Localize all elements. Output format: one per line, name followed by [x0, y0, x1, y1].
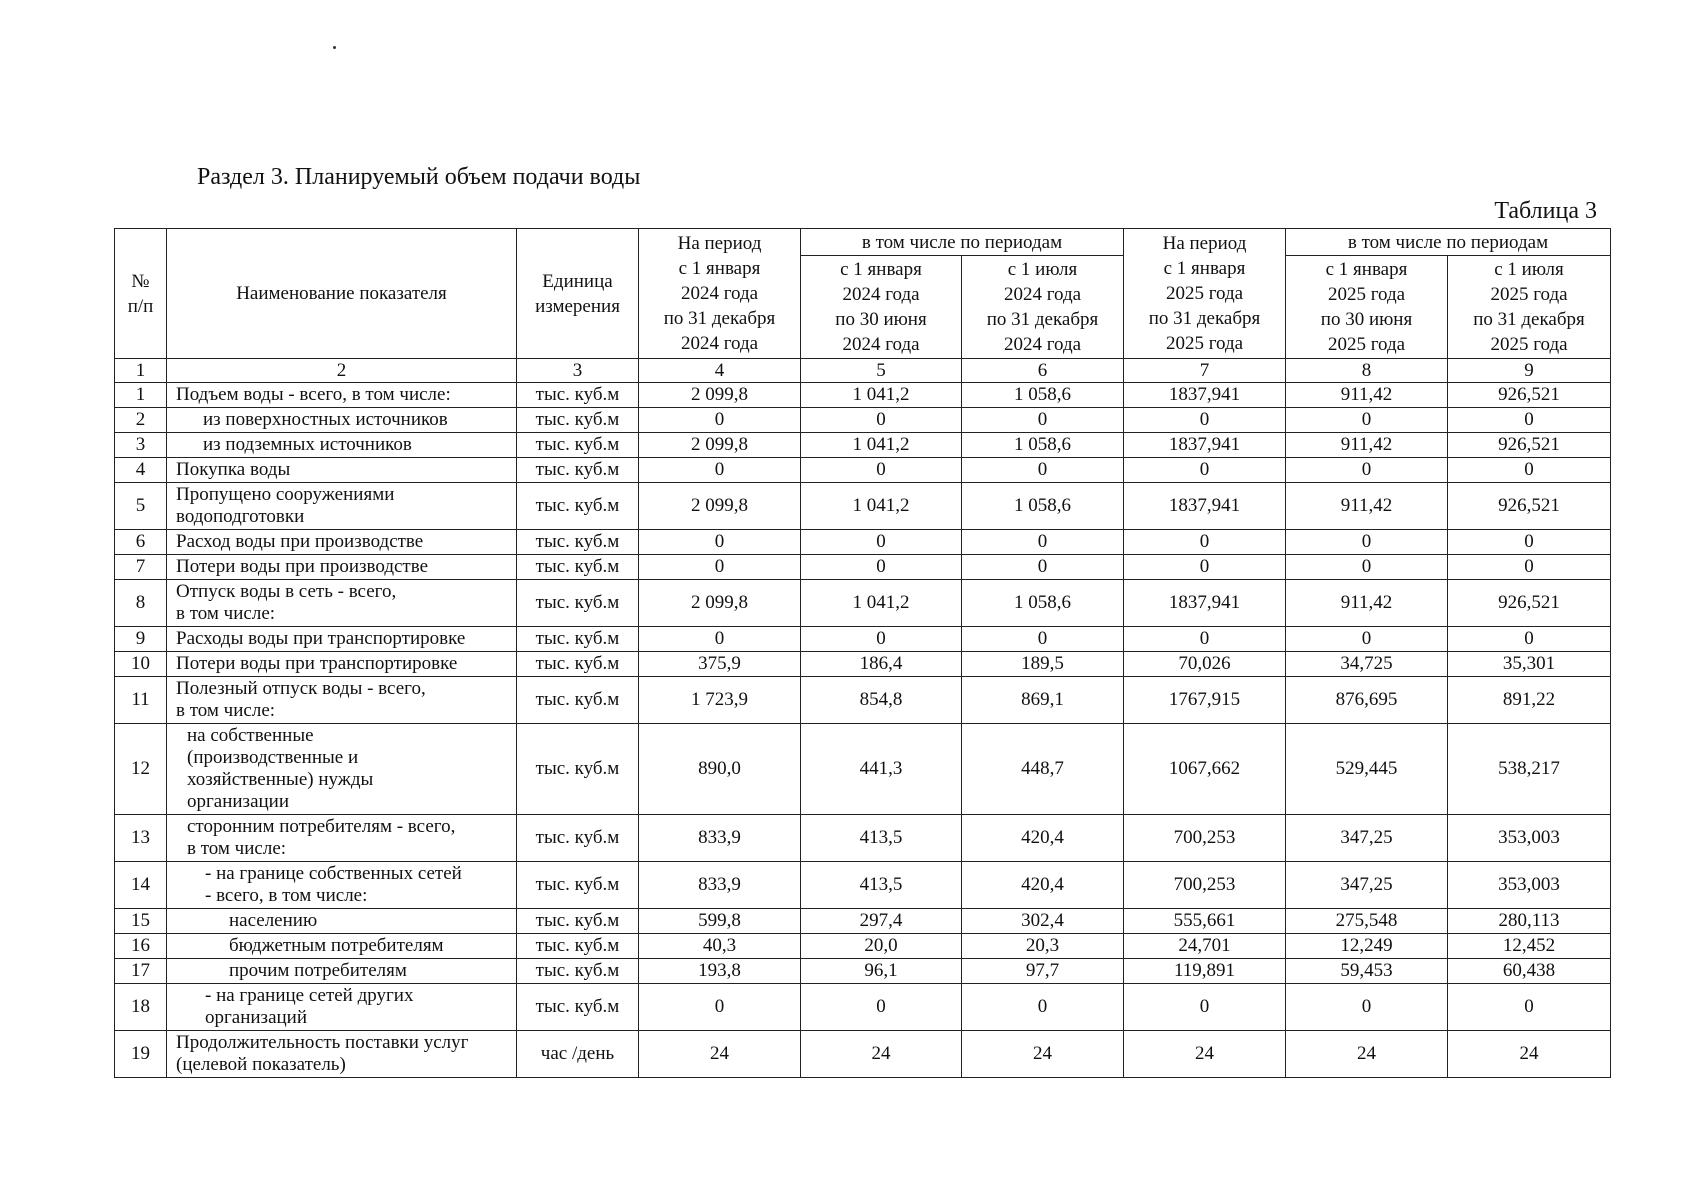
value-cell: 2 099,8	[639, 483, 801, 530]
value-cell: 1 041,2	[801, 483, 962, 530]
value-cell: 599,8	[639, 909, 801, 934]
value-cell: 0	[1286, 984, 1448, 1031]
row-number-cell: 6	[115, 530, 167, 555]
value-cell: 24	[962, 1031, 1124, 1078]
value-cell: 1 058,6	[962, 383, 1124, 408]
value-cell: 353,003	[1448, 862, 1611, 909]
header-subgroup-2025	[1286, 229, 1611, 256]
unit-cell: тыс. куб.м	[517, 677, 639, 724]
unit-cell: тыс. куб.м	[517, 580, 639, 627]
value-cell: 911,42	[1286, 580, 1448, 627]
value-cell: 0	[801, 984, 962, 1031]
row-number-cell: 19	[115, 1031, 167, 1078]
value-cell: 1 058,6	[962, 433, 1124, 458]
value-cell: 926,521	[1448, 383, 1611, 408]
value-cell: 448,7	[962, 724, 1124, 815]
value-cell: 96,1	[801, 959, 962, 984]
table-row	[115, 483, 1611, 530]
value-cell: 891,22	[1448, 677, 1611, 724]
column-number: 2	[167, 359, 517, 383]
value-cell: 0	[1124, 984, 1286, 1031]
value-cell: 0	[962, 408, 1124, 433]
value-cell: 0	[801, 408, 962, 433]
value-cell: 70,026	[1124, 652, 1286, 677]
value-cell: 0	[639, 627, 801, 652]
indicator-name-cell: Подъем воды - всего, в том числе:	[167, 383, 517, 408]
header-period-2025	[1124, 229, 1286, 359]
value-cell: 2 099,8	[639, 433, 801, 458]
table-row	[115, 530, 1611, 555]
indicator-name-cell: Потери воды при производстве	[167, 555, 517, 580]
indicator-name-cell: - на границе собственных сетей - всего, в том числе:	[167, 862, 517, 909]
header-name-text: Наименование показателя	[236, 283, 447, 304]
header-h1-2024	[801, 256, 962, 359]
value-cell: 24	[639, 1031, 801, 1078]
value-cell: 1 723,9	[639, 677, 801, 724]
value-cell: 0	[1124, 627, 1286, 652]
indicator-name-cell: Отпуск воды в сеть - всего, в том числе:	[167, 580, 517, 627]
table-row	[115, 408, 1611, 433]
row-number-cell: 10	[115, 652, 167, 677]
value-cell: 347,25	[1286, 862, 1448, 909]
unit-cell: тыс. куб.м	[517, 555, 639, 580]
value-cell: 926,521	[1448, 483, 1611, 530]
value-cell: 441,3	[801, 724, 962, 815]
value-cell: 0	[962, 458, 1124, 483]
value-cell: 529,445	[1286, 724, 1448, 815]
row-number-cell: 13	[115, 815, 167, 862]
column-number: 5	[801, 359, 962, 383]
value-cell: 420,4	[962, 862, 1124, 909]
row-number-cell: 17	[115, 959, 167, 984]
value-cell: 0	[1448, 627, 1611, 652]
value-cell: 833,9	[639, 862, 801, 909]
value-cell: 280,113	[1448, 909, 1611, 934]
row-number-cell: 8	[115, 580, 167, 627]
value-cell: 0	[1286, 555, 1448, 580]
value-cell: 0	[1124, 408, 1286, 433]
value-cell: 1067,662	[1124, 724, 1286, 815]
table-row	[115, 383, 1611, 408]
column-number: 4	[639, 359, 801, 383]
table-row	[115, 815, 1611, 862]
value-cell: 0	[1286, 530, 1448, 555]
table-row	[115, 433, 1611, 458]
value-cell: 193,8	[639, 959, 801, 984]
row-number-cell: 2	[115, 408, 167, 433]
header-period-2024-text: На период с 1 января 2024 года по 31 декабря 2024 года	[663, 233, 776, 354]
value-cell: 890,0	[639, 724, 801, 815]
table-row	[115, 1031, 1611, 1078]
value-cell: 275,548	[1286, 909, 1448, 934]
value-cell: 353,003	[1448, 815, 1611, 862]
header-subgroup-2024	[801, 229, 1124, 256]
value-cell: 1837,941	[1124, 483, 1286, 530]
header-h1-2024-text: с 1 января 2024 года по 30 июня 2024 года	[835, 259, 927, 355]
value-cell: 20,3	[962, 934, 1124, 959]
row-number-cell: 14	[115, 862, 167, 909]
indicator-name-cell: - на границе сетей других организаций	[167, 984, 517, 1031]
table-row	[115, 458, 1611, 483]
value-cell: 0	[801, 555, 962, 580]
header-h2-2024	[962, 256, 1124, 359]
indicator-name-cell: Расходы воды при транспортировке	[167, 627, 517, 652]
value-cell: 375,9	[639, 652, 801, 677]
column-number: 8	[1286, 359, 1448, 383]
table-row	[115, 555, 1611, 580]
header-subgroup-2025-text: в том числе по периодам	[1347, 231, 1549, 253]
indicator-name-cell: прочим потребителям	[167, 959, 517, 984]
unit-cell: тыс. куб.м	[517, 408, 639, 433]
indicator-name-cell: Покупка воды	[167, 458, 517, 483]
indicator-name-cell: на собственные (производственные и хозяйственные) нужды организации	[167, 724, 517, 815]
section-title: Раздел 3. Планируемый объем подачи воды	[197, 164, 641, 190]
unit-cell: час /день	[517, 1031, 639, 1078]
row-number-cell: 5	[115, 483, 167, 530]
value-cell: 302,4	[962, 909, 1124, 934]
indicator-name-cell: бюджетным потребителям	[167, 934, 517, 959]
value-cell: 1 041,2	[801, 433, 962, 458]
table-row	[115, 934, 1611, 959]
value-cell: 119,891	[1124, 959, 1286, 984]
value-cell: 1767,915	[1124, 677, 1286, 724]
indicator-name-cell: из поверхностных источников	[167, 408, 517, 433]
unit-cell: тыс. куб.м	[517, 433, 639, 458]
indicator-name-cell: из подземных источников	[167, 433, 517, 458]
value-cell: 0	[1286, 458, 1448, 483]
row-number-cell: 18	[115, 984, 167, 1031]
value-cell: 538,217	[1448, 724, 1611, 815]
value-cell: 34,725	[1286, 652, 1448, 677]
row-number-cell: 1	[115, 383, 167, 408]
unit-cell: тыс. куб.м	[517, 627, 639, 652]
value-cell: 0	[801, 627, 962, 652]
table-row	[115, 677, 1611, 724]
value-cell: 926,521	[1448, 433, 1611, 458]
value-cell: 40,3	[639, 934, 801, 959]
value-cell: 1 041,2	[801, 580, 962, 627]
unit-cell: тыс. куб.м	[517, 530, 639, 555]
table-row	[115, 627, 1611, 652]
unit-cell: тыс. куб.м	[517, 652, 639, 677]
table-row	[115, 984, 1611, 1031]
indicator-name-cell: Пропущено сооружениями водоподготовки	[167, 483, 517, 530]
value-cell: 12,452	[1448, 934, 1611, 959]
value-cell: 0	[639, 984, 801, 1031]
value-cell: 0	[639, 458, 801, 483]
value-cell: 0	[1286, 627, 1448, 652]
value-cell: 1837,941	[1124, 433, 1286, 458]
value-cell: 24	[1124, 1031, 1286, 1078]
header-unit	[517, 229, 639, 359]
column-number: 9	[1448, 359, 1611, 383]
value-cell: 854,8	[801, 677, 962, 724]
row-number-cell: 12	[115, 724, 167, 815]
value-cell: 24	[801, 1031, 962, 1078]
header-h2-2025	[1448, 256, 1611, 359]
row-number-cell: 4	[115, 458, 167, 483]
value-cell: 911,42	[1286, 483, 1448, 530]
value-cell: 0	[639, 555, 801, 580]
value-cell: 420,4	[962, 815, 1124, 862]
value-cell: 2 099,8	[639, 383, 801, 408]
table-row	[115, 724, 1611, 815]
header-h2-2024-text: с 1 июля 2024 года по 31 декабря 2024 года	[986, 259, 1099, 355]
value-cell: 347,25	[1286, 815, 1448, 862]
header-unit-text: Единица измерения	[535, 270, 620, 317]
row-number-cell: 11	[115, 677, 167, 724]
value-cell: 0	[1448, 984, 1611, 1031]
value-cell: 876,695	[1286, 677, 1448, 724]
value-cell: 186,4	[801, 652, 962, 677]
header-period-2025-text: На период с 1 января 2025 года по 31 декабря 2025 года	[1148, 233, 1261, 354]
value-cell: 24	[1286, 1031, 1448, 1078]
row-number-cell: 16	[115, 934, 167, 959]
table-row	[115, 959, 1611, 984]
value-cell: 24	[1448, 1031, 1611, 1078]
unit-cell: тыс. куб.м	[517, 984, 639, 1031]
value-cell: 555,661	[1124, 909, 1286, 934]
unit-cell: тыс. куб.м	[517, 724, 639, 815]
value-cell: 0	[801, 530, 962, 555]
table-row	[115, 652, 1611, 677]
value-cell: 297,4	[801, 909, 962, 934]
row-number-cell: 9	[115, 627, 167, 652]
value-cell: 189,5	[962, 652, 1124, 677]
value-cell: 413,5	[801, 862, 962, 909]
column-number: 6	[962, 359, 1124, 383]
table-label: Таблица 3	[1494, 198, 1597, 224]
column-number: 3	[517, 359, 639, 383]
header-period-2024	[639, 229, 801, 359]
header-num	[115, 229, 167, 359]
indicator-name-cell: Потери воды при транспортировке	[167, 652, 517, 677]
table-row	[115, 909, 1611, 934]
unit-cell: тыс. куб.м	[517, 959, 639, 984]
value-cell: 0	[1124, 530, 1286, 555]
value-cell: 833,9	[639, 815, 801, 862]
header-h1-2025	[1286, 256, 1448, 359]
value-cell: 700,253	[1124, 815, 1286, 862]
unit-cell: тыс. куб.м	[517, 862, 639, 909]
value-cell: 413,5	[801, 815, 962, 862]
scan-speck	[333, 46, 336, 49]
header-h2-2025-text: с 1 июля 2025 года по 31 декабря 2025 года	[1473, 259, 1585, 355]
value-cell: 0	[962, 555, 1124, 580]
value-cell: 24,701	[1124, 934, 1286, 959]
indicator-name-cell: сторонним потребителям - всего, в том числе:	[167, 815, 517, 862]
value-cell: 911,42	[1286, 383, 1448, 408]
unit-cell: тыс. куб.м	[517, 934, 639, 959]
indicator-name-cell: населению	[167, 909, 517, 934]
value-cell: 0	[1124, 458, 1286, 483]
value-cell: 20,0	[801, 934, 962, 959]
unit-cell: тыс. куб.м	[517, 909, 639, 934]
value-cell: 0	[962, 530, 1124, 555]
header-h1-2025-text: с 1 января 2025 года по 30 июня 2025 года	[1320, 259, 1413, 355]
indicator-name-cell: Полезный отпуск воды - всего, в том числе:	[167, 677, 517, 724]
value-cell: 700,253	[1124, 862, 1286, 909]
unit-cell: тыс. куб.м	[517, 815, 639, 862]
value-cell: 911,42	[1286, 433, 1448, 458]
value-cell: 1 058,6	[962, 580, 1124, 627]
header-num-text: № п/п	[127, 270, 154, 317]
value-cell: 1837,941	[1124, 383, 1286, 408]
column-number: 1	[115, 359, 167, 383]
indicator-name-cell: Продолжительность поставки услуг (целевой показатель)	[167, 1031, 517, 1078]
water-supply-table	[114, 228, 1611, 1078]
unit-cell: тыс. куб.м	[517, 458, 639, 483]
value-cell: 0	[1124, 555, 1286, 580]
value-cell: 0	[1448, 555, 1611, 580]
value-cell: 1 058,6	[962, 483, 1124, 530]
value-cell: 0	[801, 458, 962, 483]
value-cell: 1 041,2	[801, 383, 962, 408]
column-number: 7	[1124, 359, 1286, 383]
row-number-cell: 7	[115, 555, 167, 580]
value-cell: 60,438	[1448, 959, 1611, 984]
unit-cell: тыс. куб.м	[517, 383, 639, 408]
table-row	[115, 862, 1611, 909]
table-row	[115, 580, 1611, 627]
value-cell: 35,301	[1448, 652, 1611, 677]
value-cell: 59,453	[1286, 959, 1448, 984]
value-cell: 97,7	[962, 959, 1124, 984]
row-number-cell: 3	[115, 433, 167, 458]
value-cell: 0	[639, 530, 801, 555]
value-cell: 0	[639, 408, 801, 433]
value-cell: 869,1	[962, 677, 1124, 724]
value-cell: 0	[962, 984, 1124, 1031]
column-number-row	[115, 359, 1611, 383]
header-subgroup-2024-text: в том числе по периодам	[861, 231, 1063, 253]
value-cell: 0	[962, 627, 1124, 652]
value-cell: 926,521	[1448, 580, 1611, 627]
unit-cell: тыс. куб.м	[517, 483, 639, 530]
header-name	[167, 229, 517, 359]
value-cell: 0	[1448, 408, 1611, 433]
value-cell: 1837,941	[1124, 580, 1286, 627]
value-cell: 0	[1286, 408, 1448, 433]
value-cell: 0	[1448, 530, 1611, 555]
row-number-cell: 15	[115, 909, 167, 934]
indicator-name-cell: Расход воды при производстве	[167, 530, 517, 555]
value-cell: 12,249	[1286, 934, 1448, 959]
value-cell: 2 099,8	[639, 580, 801, 627]
value-cell: 0	[1448, 458, 1611, 483]
